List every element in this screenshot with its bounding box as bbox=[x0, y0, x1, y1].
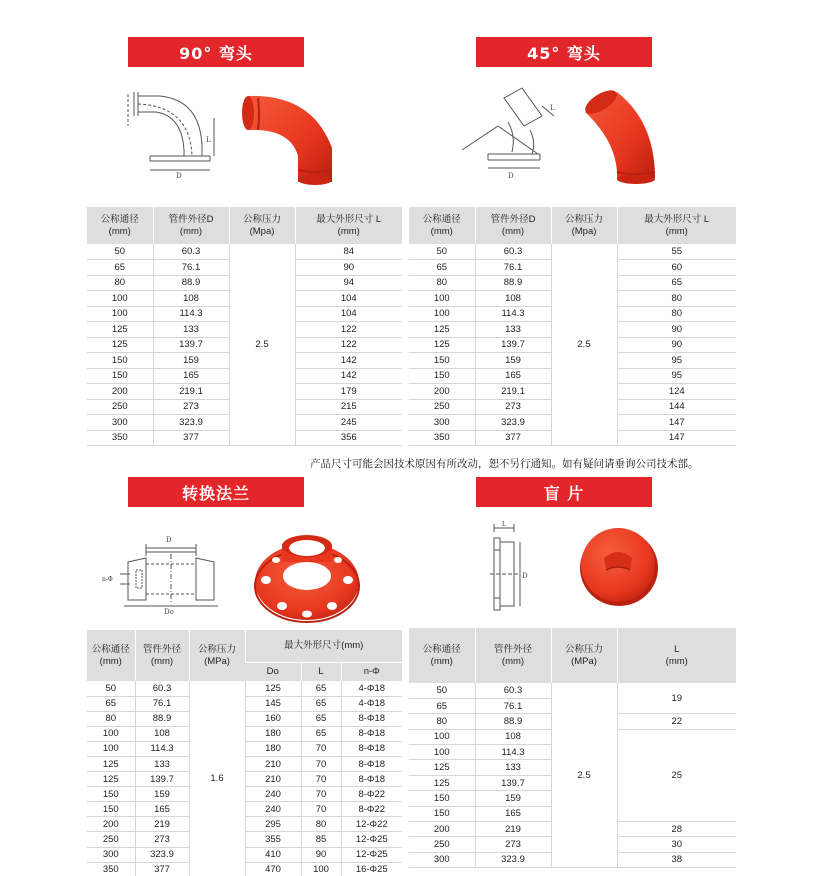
cell-l: 30 bbox=[617, 837, 736, 852]
cell-od: 273 bbox=[135, 832, 189, 847]
cell-l: 65 bbox=[301, 711, 341, 726]
cell-pressure: 2.5 bbox=[551, 244, 617, 446]
cell-l: 19 bbox=[617, 683, 736, 714]
cell-max-l: 94 bbox=[295, 275, 402, 291]
cell-n: 4-Φ18 bbox=[341, 681, 402, 696]
cell-od: 165 bbox=[153, 368, 229, 384]
cell-od: 114.3 bbox=[475, 745, 551, 760]
cell-nominal: 65 bbox=[87, 260, 153, 276]
table-row bbox=[87, 802, 402, 817]
cell-do: 125 bbox=[245, 681, 301, 696]
cell-od: 273 bbox=[475, 837, 551, 852]
section-title-elbow-45: 45° 弯头 bbox=[476, 37, 652, 67]
cell-do: 210 bbox=[245, 772, 301, 787]
cell-od: 159 bbox=[135, 787, 189, 802]
cell-nominal: 125 bbox=[409, 775, 475, 790]
cell-max-l: 122 bbox=[295, 322, 402, 338]
cell-do: 145 bbox=[245, 696, 301, 711]
cell-n: 16-Φ25 bbox=[341, 862, 402, 876]
drawing-label-d: D bbox=[176, 172, 182, 180]
cell-od: 219 bbox=[475, 822, 551, 837]
cell-pressure: 2.5 bbox=[229, 244, 295, 446]
cell-od: 219.1 bbox=[153, 384, 229, 400]
cell-nominal: 100 bbox=[409, 291, 475, 307]
cell-od: 323.9 bbox=[475, 415, 551, 431]
cell-nominal: 50 bbox=[87, 681, 135, 696]
drawing-label-d: D bbox=[522, 572, 528, 580]
cell-l: 80 bbox=[301, 817, 341, 832]
cell-od: 88.9 bbox=[475, 714, 551, 729]
drawing-label-l: L bbox=[206, 136, 211, 144]
column-header-od: 管件外径D (mm) bbox=[153, 207, 229, 244]
cell-od: 108 bbox=[475, 729, 551, 744]
cell-do: 240 bbox=[245, 787, 301, 802]
column-header-nominal: 公称通径 (mm) bbox=[409, 628, 475, 683]
cell-nominal: 125 bbox=[87, 772, 135, 787]
cell-od: 60.3 bbox=[475, 244, 551, 260]
column-header-od: 管件外径D (mm) bbox=[475, 207, 551, 244]
cell-od: 377 bbox=[135, 862, 189, 876]
cell-od: 139.7 bbox=[153, 337, 229, 353]
column-header-nominal: 公称通径 (mm) bbox=[409, 207, 475, 244]
cell-max-l: 84 bbox=[295, 244, 402, 260]
cell-od: 273 bbox=[153, 399, 229, 415]
cell-od: 323.9 bbox=[475, 852, 551, 867]
cell-nominal: 125 bbox=[409, 322, 475, 338]
cell-nominal: 250 bbox=[87, 399, 153, 415]
column-header-pressure: 公称压力 (Mpa) bbox=[551, 207, 617, 244]
cell-max-l: 147 bbox=[617, 415, 736, 431]
section-title-elbow-90: 90° 弯头 bbox=[128, 37, 304, 67]
cell-od: 377 bbox=[153, 430, 229, 446]
cell-nominal: 80 bbox=[87, 275, 153, 291]
cell-nominal: 300 bbox=[409, 415, 475, 431]
cell-max-l: 90 bbox=[617, 337, 736, 353]
cell-nominal: 80 bbox=[409, 275, 475, 291]
cell-od: 88.9 bbox=[153, 275, 229, 291]
cell-od: 114.3 bbox=[135, 741, 189, 756]
cell-l: 65 bbox=[301, 681, 341, 696]
cell-nominal: 150 bbox=[87, 353, 153, 369]
cell-nominal: 125 bbox=[409, 760, 475, 775]
column-header-pressure: 公称压力 (Mpa) bbox=[229, 207, 295, 244]
cell-od: 60.3 bbox=[153, 244, 229, 260]
cell-do: 160 bbox=[245, 711, 301, 726]
cell-n: 8-Φ18 bbox=[341, 726, 402, 741]
cell-od: 76.1 bbox=[135, 696, 189, 711]
cell-od: 219.1 bbox=[475, 384, 551, 400]
cell-od: 60.3 bbox=[475, 683, 551, 698]
cell-do: 240 bbox=[245, 802, 301, 817]
cell-max-l: 142 bbox=[295, 353, 402, 369]
cell-max-l: 95 bbox=[617, 353, 736, 369]
cell-max-l: 142 bbox=[295, 368, 402, 384]
table-row bbox=[87, 832, 402, 847]
cell-od: 60.3 bbox=[135, 681, 189, 696]
column-header-nominal: 公称通径 (mm) bbox=[87, 630, 135, 681]
cell-nominal: 350 bbox=[409, 430, 475, 446]
cell-od: 165 bbox=[135, 802, 189, 817]
table-row bbox=[87, 787, 402, 802]
cell-do: 180 bbox=[245, 741, 301, 756]
cell-od: 88.9 bbox=[475, 275, 551, 291]
cell-od: 133 bbox=[135, 756, 189, 771]
column-header-max-l: 最大外形尺寸 L (mm) bbox=[617, 207, 736, 244]
cell-nominal: 65 bbox=[409, 698, 475, 713]
cell-od: 108 bbox=[135, 726, 189, 741]
table-row bbox=[87, 726, 402, 741]
cell-l: 65 bbox=[301, 696, 341, 711]
cell-max-l: 122 bbox=[295, 337, 402, 353]
cell-nominal: 300 bbox=[409, 852, 475, 867]
cell-l: 65 bbox=[301, 726, 341, 741]
table-row bbox=[409, 244, 736, 260]
cell-l: 38 bbox=[617, 852, 736, 867]
column-header-max-dim: 最大外形尺寸(mm) bbox=[245, 630, 402, 662]
flange-table bbox=[87, 630, 402, 876]
cell-max-l: 144 bbox=[617, 399, 736, 415]
cell-nominal: 100 bbox=[87, 291, 153, 307]
drawing-label-d: D bbox=[166, 536, 172, 544]
cell-l: 70 bbox=[301, 802, 341, 817]
cell-l: 70 bbox=[301, 772, 341, 787]
cell-n: 8-Φ22 bbox=[341, 802, 402, 817]
cell-nominal: 150 bbox=[87, 787, 135, 802]
table-row bbox=[87, 244, 402, 260]
cell-od: 139.7 bbox=[475, 775, 551, 790]
cell-l: 70 bbox=[301, 741, 341, 756]
table-row bbox=[87, 681, 402, 696]
cell-max-l: 356 bbox=[295, 430, 402, 446]
cell-max-l: 60 bbox=[617, 260, 736, 276]
cell-od: 273 bbox=[475, 399, 551, 415]
cell-max-l: 215 bbox=[295, 399, 402, 415]
cell-do: 355 bbox=[245, 832, 301, 847]
drawing-label-do: Do bbox=[164, 608, 174, 614]
cell-od: 76.1 bbox=[153, 260, 229, 276]
cell-nominal: 200 bbox=[409, 822, 475, 837]
cell-n: 12-Φ25 bbox=[341, 832, 402, 847]
cell-nominal: 150 bbox=[409, 368, 475, 384]
cell-od: 114.3 bbox=[153, 306, 229, 322]
column-header-l: L bbox=[301, 662, 341, 681]
cell-do: 470 bbox=[245, 862, 301, 876]
cell-l: 100 bbox=[301, 862, 341, 876]
cell-max-l: 104 bbox=[295, 291, 402, 307]
cell-od: 114.3 bbox=[475, 306, 551, 322]
cell-n: 8-Φ18 bbox=[341, 756, 402, 771]
cell-max-l: 80 bbox=[617, 291, 736, 307]
drawing-label-d: D bbox=[508, 172, 514, 180]
blind-photo bbox=[578, 524, 660, 608]
drawing-label-n: n-Φ bbox=[102, 576, 113, 583]
cell-nominal: 100 bbox=[409, 729, 475, 744]
cell-l: 28 bbox=[617, 822, 736, 837]
blind-drawing bbox=[480, 520, 550, 620]
cell-od: 133 bbox=[475, 322, 551, 338]
cell-nominal: 65 bbox=[409, 260, 475, 276]
cell-pressure: 1.6 bbox=[189, 681, 245, 876]
cell-od: 323.9 bbox=[153, 415, 229, 431]
cell-nominal: 100 bbox=[409, 745, 475, 760]
elbow-90-photo bbox=[240, 86, 340, 186]
cell-od: 88.9 bbox=[135, 711, 189, 726]
cell-nominal: 250 bbox=[87, 832, 135, 847]
column-header-od: 管件外径 (mm) bbox=[135, 630, 189, 681]
cell-nominal: 200 bbox=[409, 384, 475, 400]
cell-n: 12-Φ22 bbox=[341, 817, 402, 832]
cell-nominal: 350 bbox=[87, 862, 135, 876]
cell-nominal: 125 bbox=[409, 337, 475, 353]
cell-od: 108 bbox=[153, 291, 229, 307]
cell-od: 219 bbox=[135, 817, 189, 832]
elbow-45-drawing bbox=[458, 86, 573, 186]
cell-nominal: 125 bbox=[87, 322, 153, 338]
cell-nominal: 250 bbox=[409, 399, 475, 415]
cell-od: 159 bbox=[475, 791, 551, 806]
cell-nominal: 65 bbox=[87, 696, 135, 711]
cell-nominal: 100 bbox=[87, 726, 135, 741]
cell-n: 8-Φ22 bbox=[341, 787, 402, 802]
cell-nominal: 50 bbox=[409, 683, 475, 698]
cell-od: 159 bbox=[475, 353, 551, 369]
table-row bbox=[87, 741, 402, 756]
cell-l: 70 bbox=[301, 756, 341, 771]
cell-od: 133 bbox=[475, 760, 551, 775]
cell-max-l: 80 bbox=[617, 306, 736, 322]
table-row bbox=[87, 711, 402, 726]
cell-l: 90 bbox=[301, 847, 341, 862]
cell-nominal: 350 bbox=[87, 430, 153, 446]
cell-do: 180 bbox=[245, 726, 301, 741]
cell-l: 85 bbox=[301, 832, 341, 847]
cell-od: 377 bbox=[475, 430, 551, 446]
column-header-max-l: 最大外形尺寸 L (mm) bbox=[295, 207, 402, 244]
cell-od: 165 bbox=[475, 368, 551, 384]
blind-table bbox=[409, 628, 736, 868]
cell-l: 25 bbox=[617, 729, 736, 821]
cell-n: 12-Φ25 bbox=[341, 847, 402, 862]
cell-max-l: 65 bbox=[617, 275, 736, 291]
table-row bbox=[87, 847, 402, 862]
cell-od: 76.1 bbox=[475, 698, 551, 713]
column-header-l: L (mm) bbox=[617, 628, 736, 683]
cell-nominal: 150 bbox=[409, 806, 475, 821]
cell-pressure: 2.5 bbox=[551, 683, 617, 868]
cell-do: 295 bbox=[245, 817, 301, 832]
cell-max-l: 179 bbox=[295, 384, 402, 400]
cell-max-l: 55 bbox=[617, 244, 736, 260]
column-header-od: 管件外径 (mm) bbox=[475, 628, 551, 683]
flange-drawing bbox=[100, 524, 225, 614]
drawing-label-l: L bbox=[550, 104, 555, 112]
column-header-do: Do bbox=[245, 662, 301, 681]
disclaimer-note: 产品尺寸可能会因技术原因有所改动，恕不另行通知。如有疑问请垂询公司技术部。 bbox=[310, 458, 699, 470]
cell-nominal: 125 bbox=[87, 337, 153, 353]
cell-od: 323.9 bbox=[135, 847, 189, 862]
section-title-flange: 转换法兰 bbox=[128, 477, 304, 507]
cell-nominal: 250 bbox=[409, 837, 475, 852]
cell-od: 165 bbox=[475, 806, 551, 821]
flange-photo bbox=[252, 524, 362, 624]
cell-n: 8-Φ18 bbox=[341, 741, 402, 756]
cell-nominal: 100 bbox=[87, 741, 135, 756]
cell-nominal: 150 bbox=[87, 368, 153, 384]
cell-nominal: 80 bbox=[87, 711, 135, 726]
column-header-nominal: 公称通径 (mm) bbox=[87, 207, 153, 244]
column-header-pressure: 公称压力 (MPa) bbox=[551, 628, 617, 683]
cell-do: 210 bbox=[245, 756, 301, 771]
table-row bbox=[87, 696, 402, 711]
cell-od: 139.7 bbox=[475, 337, 551, 353]
cell-n: 8-Φ18 bbox=[341, 711, 402, 726]
cell-max-l: 245 bbox=[295, 415, 402, 431]
cell-nominal: 80 bbox=[409, 714, 475, 729]
column-header-pressure: 公称压力 (MPa) bbox=[189, 630, 245, 681]
cell-n: 8-Φ18 bbox=[341, 772, 402, 787]
section-title-blind: 盲 片 bbox=[476, 477, 652, 507]
elbow-45-photo bbox=[575, 86, 665, 186]
cell-nominal: 200 bbox=[87, 384, 153, 400]
cell-nominal: 200 bbox=[87, 817, 135, 832]
elbow-90-table bbox=[87, 207, 402, 446]
cell-max-l: 147 bbox=[617, 430, 736, 446]
table-row bbox=[87, 862, 402, 876]
cell-nominal: 300 bbox=[87, 847, 135, 862]
cell-max-l: 95 bbox=[617, 368, 736, 384]
cell-max-l: 90 bbox=[295, 260, 402, 276]
table-row bbox=[87, 772, 402, 787]
cell-nominal: 300 bbox=[87, 415, 153, 431]
column-header-n: n-Φ bbox=[341, 662, 402, 681]
cell-nominal: 150 bbox=[87, 802, 135, 817]
cell-n: 4-Φ18 bbox=[341, 696, 402, 711]
cell-od: 76.1 bbox=[475, 260, 551, 276]
cell-nominal: 50 bbox=[409, 244, 475, 260]
cell-nominal: 100 bbox=[409, 306, 475, 322]
table-row bbox=[87, 817, 402, 832]
table-row bbox=[409, 683, 736, 698]
cell-nominal: 150 bbox=[409, 353, 475, 369]
cell-nominal: 100 bbox=[87, 306, 153, 322]
cell-max-l: 104 bbox=[295, 306, 402, 322]
cell-l: 70 bbox=[301, 787, 341, 802]
drawing-label-l: L bbox=[502, 521, 506, 528]
cell-nominal: 125 bbox=[87, 756, 135, 771]
cell-od: 139.7 bbox=[135, 772, 189, 787]
elbow-90-drawing bbox=[120, 86, 230, 186]
cell-nominal: 150 bbox=[409, 791, 475, 806]
elbow-45-table bbox=[409, 207, 736, 446]
table-row bbox=[87, 756, 402, 771]
cell-max-l: 124 bbox=[617, 384, 736, 400]
cell-nominal: 50 bbox=[87, 244, 153, 260]
cell-do: 410 bbox=[245, 847, 301, 862]
cell-od: 159 bbox=[153, 353, 229, 369]
cell-max-l: 90 bbox=[617, 322, 736, 338]
cell-od: 133 bbox=[153, 322, 229, 338]
cell-l: 22 bbox=[617, 714, 736, 729]
cell-od: 108 bbox=[475, 291, 551, 307]
